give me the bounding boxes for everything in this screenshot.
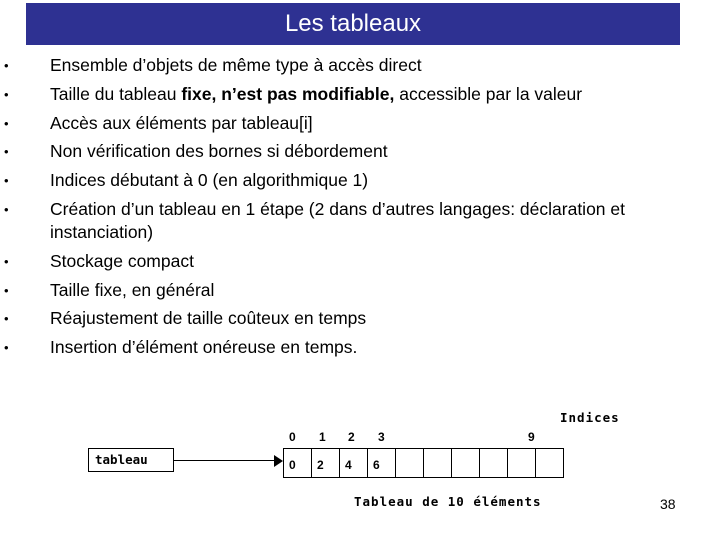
bullet-dot: • bbox=[4, 115, 9, 131]
bullet-dot: • bbox=[4, 58, 9, 73]
bullet-dot: • bbox=[4, 144, 9, 160]
array-cell bbox=[479, 448, 508, 478]
bullet-item bbox=[0, 169, 720, 192]
reference-arrow-line bbox=[174, 460, 278, 461]
array-cell bbox=[535, 448, 564, 478]
bullet-text: fixe, n’est pas modifiable, bbox=[181, 83, 395, 104]
array-cell bbox=[451, 448, 480, 478]
array-cells bbox=[283, 448, 564, 478]
index-label-1: 1 bbox=[319, 430, 326, 444]
bullet-item bbox=[0, 307, 720, 330]
index-label-2: 2 bbox=[348, 430, 355, 444]
bullet-text: Insertion d’élément onéreuse en temps. bbox=[50, 337, 358, 358]
bullet-text: Création d’un tableau en 1 étape (2 dans d’autres langages: déclaration et instanciation) bbox=[50, 198, 625, 242]
bullet-dot: • bbox=[4, 282, 9, 298]
page-number: 38 bbox=[660, 496, 676, 512]
bullet-item bbox=[0, 112, 720, 135]
bullet-item bbox=[0, 140, 720, 163]
index-label-9: 9 bbox=[528, 430, 535, 444]
array-cell bbox=[395, 448, 424, 478]
reference-arrow-head bbox=[274, 455, 283, 467]
bullet-dot: • bbox=[4, 340, 9, 356]
array-cell bbox=[423, 448, 452, 478]
bullet-list bbox=[0, 54, 720, 365]
bullet-text: Non vérification des bornes si débordement bbox=[50, 141, 388, 162]
array-cell: 2 bbox=[311, 448, 340, 478]
slide-title: Les tableaux bbox=[26, 3, 680, 45]
bullet-item bbox=[0, 250, 720, 273]
indices-label: Indices bbox=[560, 410, 620, 425]
array-cell: 4 bbox=[339, 448, 368, 478]
bullet-text: Taille du tableau bbox=[50, 83, 182, 104]
bullet-text: Réajustement de taille coûteux en temps bbox=[50, 308, 367, 329]
bullet-dot: • bbox=[4, 311, 9, 327]
array-caption: Tableau de 10 éléments bbox=[354, 494, 542, 509]
bullet-text: Indices débutant à 0 (en algorithmique 1) bbox=[50, 170, 369, 191]
bullet-dot: • bbox=[4, 201, 9, 217]
index-label-0: 0 bbox=[289, 430, 296, 444]
array-cell: 0 bbox=[283, 448, 312, 478]
bullet-text: Accès aux éléments par tableau[i] bbox=[50, 112, 313, 133]
array-cell: 6 bbox=[367, 448, 396, 478]
bullet-item bbox=[0, 83, 720, 106]
tableau-reference-box: tableau bbox=[88, 448, 174, 472]
bullet-item bbox=[0, 279, 720, 302]
bullet-dot: • bbox=[4, 173, 9, 189]
bullet-text: Taille fixe, en général bbox=[50, 279, 215, 300]
bullet-text: Ensemble d’objets de même type à accès direct bbox=[50, 55, 422, 75]
array-cell bbox=[507, 448, 536, 478]
bullet-dot: • bbox=[4, 86, 9, 102]
bullet-text: Stockage compact bbox=[50, 250, 194, 271]
bullet-text: accessible par la valeur bbox=[394, 83, 583, 104]
bullet-item bbox=[0, 198, 720, 244]
bullet-item bbox=[0, 54, 720, 77]
index-label-3: 3 bbox=[378, 430, 385, 444]
bullet-dot: • bbox=[4, 253, 9, 269]
bullet-item bbox=[0, 336, 720, 359]
